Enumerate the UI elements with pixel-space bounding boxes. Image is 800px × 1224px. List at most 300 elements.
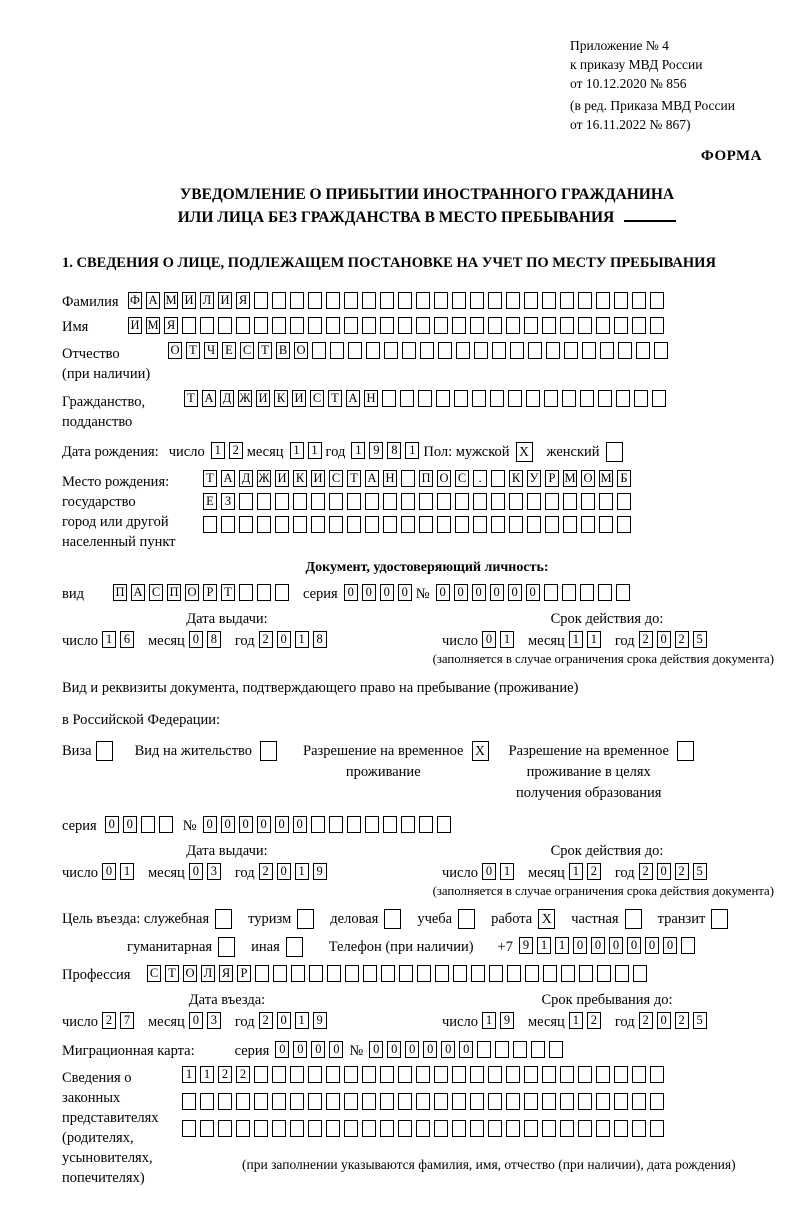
- char-cell[interactable]: [236, 1093, 250, 1110]
- char-cell[interactable]: [579, 965, 593, 982]
- char-cell[interactable]: [345, 965, 359, 982]
- char-cell[interactable]: 1: [295, 863, 309, 880]
- char-cell[interactable]: [614, 1093, 628, 1110]
- char-cell[interactable]: 0: [221, 816, 235, 833]
- char-cell[interactable]: [578, 1066, 592, 1083]
- char-cell[interactable]: 2: [259, 1012, 273, 1029]
- char-cell[interactable]: [312, 342, 326, 359]
- char-cell[interactable]: В: [276, 342, 290, 359]
- char-cell[interactable]: [681, 937, 695, 954]
- char-cell[interactable]: 0: [657, 631, 671, 648]
- char-cell[interactable]: [399, 965, 413, 982]
- char-cell[interactable]: [182, 317, 196, 334]
- char-cell[interactable]: 0: [387, 1041, 401, 1058]
- char-cell[interactable]: 2: [675, 631, 689, 648]
- char-cell[interactable]: [419, 816, 433, 833]
- char-cell[interactable]: [625, 909, 642, 929]
- char-cell[interactable]: [434, 1093, 448, 1110]
- char-cell[interactable]: [456, 342, 470, 359]
- char-cell[interactable]: 9: [313, 1012, 327, 1029]
- char-cell[interactable]: 8: [387, 442, 401, 459]
- char-cell[interactable]: [452, 1120, 466, 1137]
- char-cell[interactable]: 1: [295, 1012, 309, 1029]
- char-cell[interactable]: 0: [189, 1012, 203, 1029]
- char-cell[interactable]: С: [147, 965, 161, 982]
- char-cell[interactable]: [419, 493, 433, 510]
- char-cell[interactable]: [549, 1041, 563, 1058]
- char-cell[interactable]: [614, 317, 628, 334]
- char-cell[interactable]: [563, 516, 577, 533]
- char-cell[interactable]: [455, 493, 469, 510]
- char-cell[interactable]: [344, 1093, 358, 1110]
- char-cell[interactable]: [632, 1093, 646, 1110]
- char-cell[interactable]: [290, 317, 304, 334]
- char-cell[interactable]: 0: [329, 1041, 343, 1058]
- char-cell[interactable]: [347, 816, 361, 833]
- char-cell[interactable]: [495, 1041, 509, 1058]
- char-cell[interactable]: [437, 816, 451, 833]
- char-cell[interactable]: [365, 493, 379, 510]
- char-cell[interactable]: 0: [482, 863, 496, 880]
- char-cell[interactable]: [524, 1093, 538, 1110]
- char-cell[interactable]: [383, 816, 397, 833]
- char-cell[interactable]: [617, 516, 631, 533]
- char-cell[interactable]: [308, 317, 322, 334]
- char-cell[interactable]: О: [168, 342, 182, 359]
- char-cell[interactable]: Т: [165, 965, 179, 982]
- char-cell[interactable]: 0: [441, 1041, 455, 1058]
- char-cell[interactable]: [291, 965, 305, 982]
- char-cell[interactable]: [634, 390, 648, 407]
- char-cell[interactable]: [311, 816, 325, 833]
- char-cell[interactable]: [366, 342, 380, 359]
- char-cell[interactable]: 5: [693, 1012, 707, 1029]
- char-cell[interactable]: [650, 292, 664, 309]
- char-cell[interactable]: [348, 342, 362, 359]
- char-cell[interactable]: 2: [639, 1012, 653, 1029]
- char-cell[interactable]: [326, 292, 340, 309]
- char-cell[interactable]: 0: [645, 937, 659, 954]
- char-cell[interactable]: 0: [102, 863, 116, 880]
- char-cell[interactable]: 0: [508, 584, 522, 601]
- char-cell[interactable]: [488, 1066, 502, 1083]
- char-cell[interactable]: [488, 292, 502, 309]
- char-cell[interactable]: [563, 493, 577, 510]
- char-cell[interactable]: [650, 317, 664, 334]
- char-cell[interactable]: [596, 317, 610, 334]
- char-cell[interactable]: Т: [347, 470, 361, 487]
- char-cell[interactable]: [275, 493, 289, 510]
- char-cell[interactable]: [362, 292, 376, 309]
- char-cell[interactable]: [488, 1093, 502, 1110]
- char-cell[interactable]: [580, 584, 594, 601]
- char-cell[interactable]: X: [538, 909, 555, 929]
- char-cell[interactable]: [398, 317, 412, 334]
- char-cell[interactable]: [436, 390, 450, 407]
- char-cell[interactable]: И: [182, 292, 196, 309]
- char-cell[interactable]: [344, 1120, 358, 1137]
- char-cell[interactable]: [470, 1066, 484, 1083]
- char-cell[interactable]: [510, 342, 524, 359]
- char-cell[interactable]: [560, 292, 574, 309]
- char-cell[interactable]: [632, 1120, 646, 1137]
- char-cell[interactable]: [542, 1093, 556, 1110]
- char-cell[interactable]: М: [147, 318, 159, 332]
- char-cell[interactable]: [159, 816, 173, 833]
- char-cell[interactable]: [329, 516, 343, 533]
- char-cell[interactable]: [492, 342, 506, 359]
- char-cell[interactable]: [254, 1093, 268, 1110]
- char-cell[interactable]: [513, 1041, 527, 1058]
- char-cell[interactable]: Я: [219, 965, 233, 982]
- char-cell[interactable]: 1: [295, 631, 309, 648]
- char-cell[interactable]: 8: [313, 631, 327, 648]
- char-cell[interactable]: К: [509, 470, 523, 487]
- char-cell[interactable]: 0: [490, 584, 504, 601]
- char-cell[interactable]: [383, 493, 397, 510]
- char-cell[interactable]: 2: [639, 631, 653, 648]
- char-cell[interactable]: [308, 1120, 322, 1137]
- char-cell[interactable]: 0: [423, 1041, 437, 1058]
- char-cell[interactable]: [344, 317, 358, 334]
- char-cell[interactable]: [542, 1066, 556, 1083]
- char-cell[interactable]: О: [185, 584, 199, 601]
- char-cell[interactable]: [560, 1120, 574, 1137]
- char-cell[interactable]: [580, 390, 594, 407]
- char-cell[interactable]: [308, 1093, 322, 1110]
- char-cell[interactable]: З: [221, 493, 235, 510]
- char-cell[interactable]: [525, 965, 539, 982]
- char-cell[interactable]: [380, 1120, 394, 1137]
- char-cell[interactable]: [398, 1120, 412, 1137]
- char-cell[interactable]: [383, 516, 397, 533]
- char-cell[interactable]: 2: [675, 863, 689, 880]
- char-cell[interactable]: [491, 516, 505, 533]
- char-cell[interactable]: [275, 516, 289, 533]
- char-cell[interactable]: Р: [545, 470, 559, 487]
- char-cell[interactable]: [452, 292, 466, 309]
- char-cell[interactable]: П: [167, 584, 181, 601]
- char-cell[interactable]: [257, 516, 271, 533]
- char-cell[interactable]: 1: [555, 937, 569, 954]
- char-cell[interactable]: 5: [693, 863, 707, 880]
- char-cell[interactable]: [561, 965, 575, 982]
- char-cell[interactable]: [327, 965, 341, 982]
- char-cell[interactable]: Б: [617, 470, 631, 487]
- char-cell[interactable]: Я: [164, 317, 178, 334]
- char-cell[interactable]: [472, 390, 486, 407]
- char-cell[interactable]: [562, 390, 576, 407]
- char-cell[interactable]: [344, 1066, 358, 1083]
- char-cell[interactable]: [384, 909, 401, 929]
- char-cell[interactable]: 9: [500, 1012, 514, 1029]
- char-cell[interactable]: [488, 1120, 502, 1137]
- char-cell[interactable]: [293, 493, 307, 510]
- char-cell[interactable]: [382, 390, 396, 407]
- char-cell[interactable]: С: [455, 470, 469, 487]
- char-cell[interactable]: [182, 1093, 196, 1110]
- char-cell[interactable]: [488, 317, 502, 334]
- char-cell[interactable]: И: [256, 390, 270, 407]
- char-cell[interactable]: [326, 1066, 340, 1083]
- char-cell[interactable]: [311, 493, 325, 510]
- char-cell[interactable]: [458, 909, 475, 929]
- char-cell[interactable]: [506, 292, 520, 309]
- char-cell[interactable]: [272, 317, 286, 334]
- char-cell[interactable]: А: [202, 390, 216, 407]
- char-cell[interactable]: [599, 493, 613, 510]
- char-cell[interactable]: [286, 937, 303, 957]
- char-cell[interactable]: [455, 516, 469, 533]
- char-cell[interactable]: [401, 470, 415, 487]
- char-cell[interactable]: [200, 317, 214, 334]
- char-cell[interactable]: [544, 390, 558, 407]
- char-cell[interactable]: [398, 1066, 412, 1083]
- char-cell[interactable]: [435, 965, 449, 982]
- char-cell[interactable]: 2: [675, 1012, 689, 1029]
- char-cell[interactable]: 0: [277, 1012, 291, 1029]
- char-cell[interactable]: [524, 292, 538, 309]
- char-cell[interactable]: 0: [663, 937, 677, 954]
- char-cell[interactable]: 1: [351, 442, 365, 459]
- char-cell[interactable]: 0: [275, 816, 289, 833]
- char-cell[interactable]: 0: [573, 937, 587, 954]
- char-cell[interactable]: [578, 317, 592, 334]
- char-cell[interactable]: Ж: [239, 391, 251, 405]
- char-cell[interactable]: А: [365, 470, 379, 487]
- char-cell[interactable]: [254, 1066, 268, 1083]
- char-cell[interactable]: [326, 1120, 340, 1137]
- char-cell[interactable]: Т: [203, 470, 217, 487]
- char-cell[interactable]: [290, 1093, 304, 1110]
- char-cell[interactable]: П: [113, 584, 127, 601]
- char-cell[interactable]: [272, 1066, 286, 1083]
- char-cell[interactable]: [524, 1120, 538, 1137]
- char-cell[interactable]: [489, 965, 503, 982]
- char-cell[interactable]: [326, 317, 340, 334]
- char-cell[interactable]: Н: [364, 390, 378, 407]
- char-cell[interactable]: [362, 1093, 376, 1110]
- char-cell[interactable]: 0: [526, 584, 540, 601]
- char-cell[interactable]: [273, 965, 287, 982]
- char-cell[interactable]: [596, 292, 610, 309]
- char-cell[interactable]: [652, 390, 666, 407]
- char-cell[interactable]: [509, 493, 523, 510]
- char-cell[interactable]: [578, 1120, 592, 1137]
- char-cell[interactable]: [470, 1120, 484, 1137]
- char-cell[interactable]: 0: [405, 1041, 419, 1058]
- char-cell[interactable]: [182, 1120, 196, 1137]
- char-cell[interactable]: Т: [221, 584, 235, 601]
- char-cell[interactable]: [402, 342, 416, 359]
- char-cell[interactable]: М: [165, 293, 177, 307]
- char-cell[interactable]: [581, 516, 595, 533]
- char-cell[interactable]: 0: [189, 863, 203, 880]
- char-cell[interactable]: [491, 470, 505, 487]
- char-cell[interactable]: [203, 516, 217, 533]
- char-cell[interactable]: [293, 516, 307, 533]
- char-cell[interactable]: [416, 1093, 430, 1110]
- char-cell[interactable]: У: [527, 470, 541, 487]
- char-cell[interactable]: [470, 317, 484, 334]
- char-cell[interactable]: [239, 493, 253, 510]
- char-cell[interactable]: [560, 1066, 574, 1083]
- char-cell[interactable]: 0: [293, 816, 307, 833]
- char-cell[interactable]: [650, 1120, 664, 1137]
- char-cell[interactable]: [330, 342, 344, 359]
- char-cell[interactable]: 0: [293, 1041, 307, 1058]
- char-cell[interactable]: [380, 317, 394, 334]
- char-cell[interactable]: [416, 317, 430, 334]
- char-cell[interactable]: 6: [120, 631, 134, 648]
- char-cell[interactable]: [454, 390, 468, 407]
- char-cell[interactable]: [344, 292, 358, 309]
- char-cell[interactable]: [633, 965, 647, 982]
- char-cell[interactable]: Т: [184, 390, 198, 407]
- char-cell[interactable]: [308, 292, 322, 309]
- char-cell[interactable]: [380, 292, 394, 309]
- char-cell[interactable]: [362, 1066, 376, 1083]
- char-cell[interactable]: [527, 516, 541, 533]
- char-cell[interactable]: .: [473, 470, 487, 487]
- char-cell[interactable]: [560, 1093, 574, 1110]
- char-cell[interactable]: [470, 1093, 484, 1110]
- char-cell[interactable]: [471, 965, 485, 982]
- char-cell[interactable]: [596, 1066, 610, 1083]
- char-cell[interactable]: Т: [186, 342, 200, 359]
- char-cell[interactable]: X: [472, 741, 489, 761]
- char-cell[interactable]: [615, 965, 629, 982]
- char-cell[interactable]: 0: [275, 1041, 289, 1058]
- char-cell[interactable]: А: [131, 584, 145, 601]
- char-cell[interactable]: [384, 342, 398, 359]
- char-cell[interactable]: 0: [277, 863, 291, 880]
- char-cell[interactable]: [600, 342, 614, 359]
- char-cell[interactable]: [200, 1120, 214, 1137]
- char-cell[interactable]: [297, 909, 314, 929]
- char-cell[interactable]: П: [419, 470, 433, 487]
- char-cell[interactable]: [542, 1120, 556, 1137]
- char-cell[interactable]: 0: [591, 937, 605, 954]
- char-cell[interactable]: 0: [398, 584, 412, 601]
- char-cell[interactable]: [380, 1093, 394, 1110]
- char-cell[interactable]: [416, 292, 430, 309]
- char-cell[interactable]: Е: [222, 342, 236, 359]
- char-cell[interactable]: [506, 1066, 520, 1083]
- char-cell[interactable]: [508, 390, 522, 407]
- char-cell[interactable]: [416, 1066, 430, 1083]
- char-cell[interactable]: [614, 1120, 628, 1137]
- char-cell[interactable]: 0: [609, 937, 623, 954]
- char-cell[interactable]: К: [274, 390, 288, 407]
- char-cell[interactable]: 0: [239, 816, 253, 833]
- char-cell[interactable]: [506, 317, 520, 334]
- char-cell[interactable]: [578, 1093, 592, 1110]
- char-cell[interactable]: 1: [290, 442, 304, 459]
- char-cell[interactable]: [452, 317, 466, 334]
- char-cell[interactable]: Д: [220, 390, 234, 407]
- char-cell[interactable]: 0: [203, 816, 217, 833]
- char-cell[interactable]: [239, 584, 253, 601]
- char-cell[interactable]: [347, 516, 361, 533]
- char-cell[interactable]: 0: [436, 584, 450, 601]
- char-cell[interactable]: [614, 1066, 628, 1083]
- char-cell[interactable]: 0: [311, 1041, 325, 1058]
- char-cell[interactable]: [400, 390, 414, 407]
- char-cell[interactable]: 2: [259, 631, 273, 648]
- char-cell[interactable]: 9: [369, 442, 383, 459]
- char-cell[interactable]: [254, 292, 268, 309]
- char-cell[interactable]: [398, 292, 412, 309]
- char-cell[interactable]: 1: [569, 631, 583, 648]
- char-cell[interactable]: М: [564, 471, 576, 485]
- char-cell[interactable]: И: [311, 470, 325, 487]
- char-cell[interactable]: [598, 390, 612, 407]
- char-cell[interactable]: 2: [102, 1012, 116, 1029]
- char-cell[interactable]: И: [275, 470, 289, 487]
- char-cell[interactable]: 2: [587, 863, 601, 880]
- char-cell[interactable]: [524, 317, 538, 334]
- char-cell[interactable]: [677, 741, 694, 761]
- char-cell[interactable]: 3: [207, 863, 221, 880]
- char-cell[interactable]: [650, 1093, 664, 1110]
- char-cell[interactable]: [528, 342, 542, 359]
- char-cell[interactable]: Л: [201, 965, 215, 982]
- char-cell[interactable]: [221, 516, 235, 533]
- char-cell[interactable]: 0: [657, 863, 671, 880]
- char-cell[interactable]: [272, 1120, 286, 1137]
- char-cell[interactable]: Ф: [128, 292, 142, 309]
- char-cell[interactable]: [418, 390, 432, 407]
- char-cell[interactable]: 1: [500, 863, 514, 880]
- char-cell[interactable]: 0: [277, 631, 291, 648]
- char-cell[interactable]: [309, 965, 323, 982]
- char-cell[interactable]: [562, 584, 576, 601]
- char-cell[interactable]: [218, 1093, 232, 1110]
- char-cell[interactable]: 2: [218, 1066, 232, 1083]
- char-cell[interactable]: [509, 516, 523, 533]
- char-cell[interactable]: [434, 1120, 448, 1137]
- char-cell[interactable]: [311, 516, 325, 533]
- char-cell[interactable]: Т: [328, 390, 342, 407]
- char-cell[interactable]: [542, 292, 556, 309]
- char-cell[interactable]: X: [516, 442, 533, 462]
- char-cell[interactable]: [290, 1120, 304, 1137]
- char-cell[interactable]: [597, 965, 611, 982]
- char-cell[interactable]: [616, 584, 630, 601]
- char-cell[interactable]: Л: [200, 292, 214, 309]
- char-cell[interactable]: 0: [344, 584, 358, 601]
- char-cell[interactable]: [417, 965, 431, 982]
- char-cell[interactable]: [474, 342, 488, 359]
- char-cell[interactable]: И: [128, 317, 142, 334]
- char-cell[interactable]: [582, 342, 596, 359]
- char-cell[interactable]: [420, 342, 434, 359]
- char-cell[interactable]: [416, 1120, 430, 1137]
- char-cell[interactable]: [560, 317, 574, 334]
- char-cell[interactable]: 0: [189, 631, 203, 648]
- char-cell[interactable]: [239, 516, 253, 533]
- char-cell[interactable]: [452, 1093, 466, 1110]
- char-cell[interactable]: [255, 965, 269, 982]
- char-cell[interactable]: А: [146, 292, 160, 309]
- char-cell[interactable]: 1: [569, 1012, 583, 1029]
- char-cell[interactable]: [581, 493, 595, 510]
- char-cell[interactable]: [596, 1120, 610, 1137]
- char-cell[interactable]: 0: [105, 816, 119, 833]
- char-cell[interactable]: 1: [569, 863, 583, 880]
- char-cell[interactable]: 1: [537, 937, 551, 954]
